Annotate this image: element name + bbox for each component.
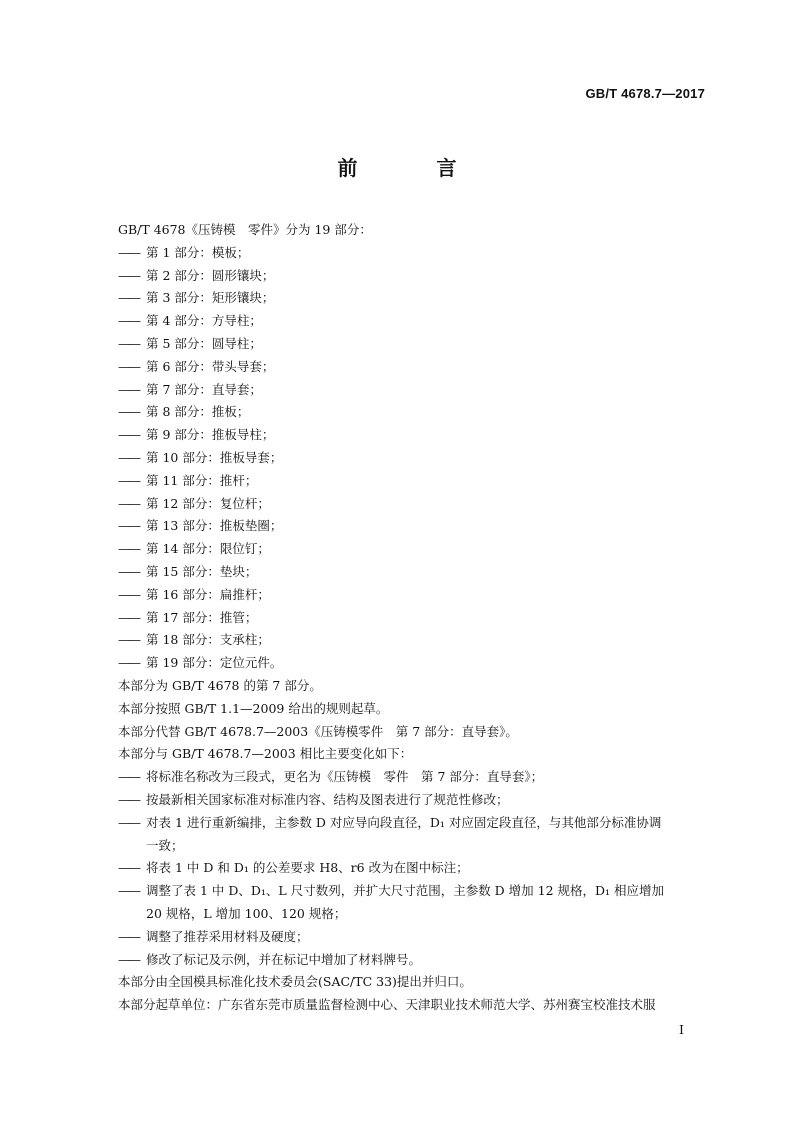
part-text: 第 18 部分：支承柱； — [146, 632, 270, 648]
list-item — [118, 356, 708, 379]
document-body — [118, 219, 708, 1017]
part-text: 第 9 部分：推板导柱； — [146, 427, 275, 443]
dash: —— — [118, 449, 139, 465]
statement-replaces: 本部分代替 GB/T 4678.7—2003《压铸模零件 第 7 部分：直导套》。 — [118, 723, 518, 739]
list-item — [118, 607, 708, 630]
list-item — [118, 561, 708, 584]
statement-drafting-units: 本部分起草单位：广东省东莞市质量监督检测中心、天津职业技术师范大学、苏州赛宝校准技术服 — [118, 997, 656, 1013]
dash: —— — [118, 472, 139, 488]
intro-line: GB/T 4678《压铸模 零件》分为 19 部分： — [118, 222, 372, 237]
dash: —— — [118, 244, 139, 260]
part-text: 第 17 部分：推管； — [146, 609, 258, 625]
dash: —— — [118, 814, 139, 830]
page-number: I — [679, 1022, 684, 1037]
change-continuation: 一致； — [146, 837, 184, 853]
list-item — [118, 629, 708, 652]
list-item — [118, 242, 708, 265]
dash: —— — [118, 267, 139, 283]
change-text: 对表 1 进行重新编排，主参数 D 对应导向段直径，D₁ 对应固定段直径，与其他部分标准协调 — [146, 814, 662, 830]
list-item — [118, 766, 708, 789]
part-text: 第 16 部分：扁推杆； — [146, 586, 270, 602]
part-text: 第 14 部分：限位钉； — [146, 541, 270, 557]
dash: —— — [118, 609, 139, 625]
change-text: 将标准名称改为三段式，更名为《压铸模 零件 第 7 部分：直导套》； — [146, 769, 544, 785]
parts-list — [118, 242, 708, 675]
dash: —— — [118, 883, 139, 899]
change-text: 按最新相关国家标准对标准内容、结构及图表进行了规范性修改； — [146, 791, 509, 807]
dash: —— — [118, 928, 139, 944]
dash: —— — [118, 541, 139, 557]
part-text: 第 3 部分：矩形镶块； — [146, 290, 275, 306]
part-text: 第 2 部分：圆形镶块； — [146, 267, 275, 283]
dash: —— — [118, 951, 139, 967]
part-text: 第 5 部分：圆导柱； — [146, 335, 262, 351]
dash: —— — [118, 313, 139, 329]
dash: —— — [118, 563, 139, 579]
dash: —— — [118, 290, 139, 306]
part-text: 第 1 部分：模板； — [146, 244, 250, 260]
list-item — [118, 287, 708, 310]
part-text: 第 4 部分：方导柱； — [146, 313, 262, 329]
dash: —— — [118, 495, 139, 511]
part-text: 第 8 部分：推板； — [146, 404, 250, 420]
list-item — [118, 515, 708, 538]
part-text: 第 12 部分：复位杆； — [146, 495, 270, 511]
change-text: 调整了推荐采用材料及硬度； — [146, 928, 309, 944]
list-item — [118, 880, 708, 926]
change-continuation: 20 规格，L 增加 100、120 规格； — [146, 905, 347, 921]
dash: —— — [118, 335, 139, 351]
list-item — [118, 789, 708, 812]
dash: —— — [118, 791, 139, 807]
list-item — [118, 652, 708, 675]
dash: —— — [118, 518, 139, 534]
change-line — [118, 812, 708, 835]
part-text: 第 6 部分：带头导套； — [146, 358, 275, 374]
list-item — [118, 538, 708, 561]
list-item — [118, 926, 708, 949]
list-item — [118, 333, 708, 356]
list-item — [118, 470, 708, 493]
change-text: 将表 1 中 D 和 D₁ 的公差要求 H8、r6 改为在图中标注； — [146, 860, 469, 876]
dash: —— — [118, 655, 139, 671]
dash: —— — [118, 769, 139, 785]
change-text: 调整了表 1 中 D、D₁、L 尺寸数列，并扩大尺寸范围，主参数 D 增加 12 规格，D₁ 相应增加 — [146, 883, 665, 899]
statement-drafting-rules: 本部分按照 GB/T 1.1—2009 给出的规则起草。 — [118, 700, 389, 716]
dash: —— — [118, 404, 139, 420]
list-item — [118, 857, 708, 880]
dash: —— — [118, 586, 139, 602]
part-text: 第 10 部分：推板导套； — [146, 449, 283, 465]
part-text: 第 13 部分：推板垫圈； — [146, 518, 283, 534]
part-text: 第 19 部分：定位元件。 — [146, 655, 283, 671]
change-line — [118, 880, 708, 903]
dash: —— — [118, 358, 139, 374]
list-item — [118, 265, 708, 288]
list-item — [118, 812, 708, 858]
list-item — [118, 310, 708, 333]
statement-proposer: 本部分由全国模具标准化技术委员会(SAC/TC 33)提出并归口。 — [118, 974, 472, 990]
dash: —— — [118, 632, 139, 648]
part-text: 第 7 部分：直导套； — [146, 381, 262, 397]
dash: —— — [118, 427, 139, 443]
list-item — [118, 584, 708, 607]
dash: —— — [118, 381, 139, 397]
part-text: 第 15 部分：垫块； — [146, 563, 258, 579]
standard-number: GB/T 4678.7—2017 — [585, 86, 705, 101]
list-item — [118, 424, 708, 447]
dash: —— — [118, 860, 139, 876]
page-title: 前 言 — [337, 156, 493, 180]
list-item — [118, 379, 708, 402]
list-item — [118, 447, 708, 470]
list-item — [118, 949, 708, 972]
changes-list — [118, 766, 708, 971]
part-text: 第 11 部分：推杆； — [146, 472, 258, 488]
statement-changes-intro: 本部分与 GB/T 4678.7—2003 相比主要变化如下： — [118, 746, 413, 762]
list-item — [118, 493, 708, 516]
statement-part-number: 本部分为 GB/T 4678 的第 7 部分。 — [118, 677, 322, 693]
list-item — [118, 401, 708, 424]
change-text: 修改了标记及示例，并在标记中增加了材料牌号。 — [146, 951, 422, 967]
